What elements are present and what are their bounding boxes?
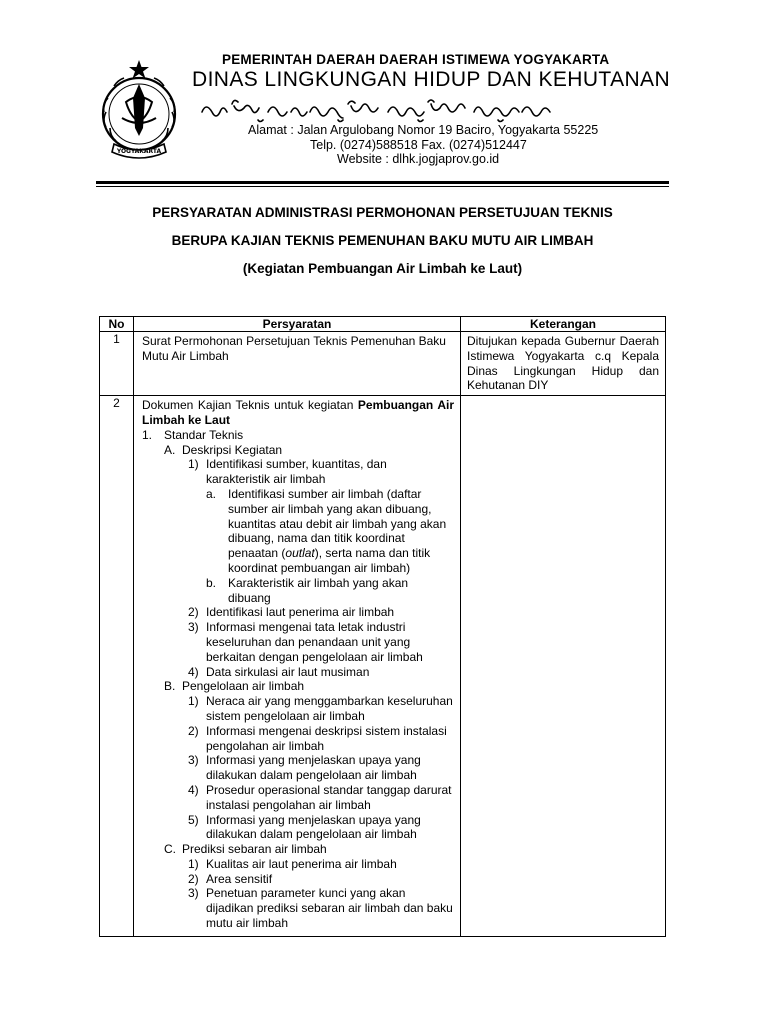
list-text: Informasi mengenai tata letak industri keseluruhan dan penandaan unit yang berkaitan dengan pengelolaan air limbah [206, 620, 423, 664]
list-item [142, 753, 454, 783]
header-requirement: Persyaratan [134, 317, 461, 332]
list-item [142, 665, 454, 680]
list-text: Deskripsi Kegiatan [182, 442, 283, 457]
javanese-script-icon [198, 94, 558, 124]
list-item [142, 886, 454, 930]
list-marker: 1) [188, 856, 199, 871]
list-marker: 1) [188, 694, 199, 709]
list-text: Identifikasi sumber air limbah (daftar sumber air limbah yang akan dibuang, kuantitas atau debit air limbah yang akan dibuang, nama dan titik koordinat penaatan ( [228, 486, 447, 561]
italic-term: outlat [285, 546, 315, 561]
requirement-intro [142, 398, 454, 428]
list-item [142, 576, 454, 606]
list-item [142, 443, 454, 458]
letterhead-rule-thick [96, 181, 669, 184]
list-item [142, 783, 454, 813]
list-item [142, 679, 454, 694]
list-marker: 3) [188, 753, 199, 768]
list-item [142, 857, 454, 872]
table-row [100, 332, 666, 396]
website-line: Website : dlhk.jogjaprov.go.id [337, 152, 500, 166]
list-text: Neraca air yang menggambarkan keseluruhan sistem pengelolaan air limbah [206, 694, 453, 723]
list-marker: 4) [188, 664, 199, 679]
list-text: Standar Teknis [164, 427, 244, 442]
list-item [142, 428, 454, 443]
list-text: Prosedur operasional standar tanggap darurat instalasi pengolahan air limbah [206, 782, 452, 812]
list-item [142, 842, 454, 857]
letterhead-rule-thin [96, 186, 669, 187]
list-text: Prediksi sebaran air limbah [182, 842, 327, 857]
list-text: Informasi yang menjelaskan upaya yang dilakukan dalam pengelolaan air limbah [206, 812, 421, 842]
note-cell: Ditujukan kepada Gubernur Daerah Istimewa Yogyakarta c.q Kepala Dinas Lingkungan Hidup dan Kehutanan DIY [461, 332, 666, 396]
title-line-3: (Kegiatan Pembuangan Air Limbah ke Laut) [242, 261, 523, 276]
dij-coat-of-arms-icon [98, 58, 180, 162]
list-item [142, 457, 454, 487]
department-name: DINAS LINGKUNGAN HIDUP DAN KEHUTANAN [192, 68, 671, 91]
list-marker: A. [164, 442, 176, 457]
document-titles [96, 202, 669, 286]
svg-text:YOGYAKARTA: YOGYAKARTA [116, 148, 162, 155]
title-line-1: PERSYARATAN ADMINISTRASI PERMOHONAN PERSETUJUAN TEKNIS [152, 205, 613, 220]
letterhead [0, 0, 768, 190]
list-marker: B. [164, 679, 176, 694]
list-item [142, 487, 454, 576]
header-no: No [100, 317, 134, 332]
list-item [142, 620, 454, 664]
list-text: Identifikasi sumber, kuantitas, dan karakteristik air limbah [206, 457, 387, 487]
table-header-row [100, 317, 666, 332]
list-marker: 2) [188, 871, 199, 886]
list-text: Karakteristik air limbah yang akan dibuang [228, 575, 409, 605]
list-text: Data sirkulasi air laut musiman [206, 664, 370, 679]
list-text: Informasi yang menjelaskan upaya yang dilakukan dalam pengelolaan air limbah [206, 753, 421, 783]
note-cell [461, 396, 666, 937]
list-marker: 2) [188, 723, 199, 738]
list-marker: 3) [188, 620, 199, 635]
row-number: 1 [100, 332, 134, 396]
requirement-cell: Surat Permohonan Persetujuan Teknis Pemenuhan Baku Mutu Air Limbah [134, 332, 461, 396]
phone-fax-line: Telp. (0274)588518 Fax. (0274)512447 [310, 138, 527, 152]
requirements-table [99, 316, 666, 937]
list-text: Area sensitif [206, 871, 273, 886]
list-marker: b. [206, 575, 217, 590]
list-text: Identifikasi laut penerima air limbah [206, 605, 395, 620]
list-marker: C. [164, 842, 176, 857]
requirement-cell [134, 396, 461, 937]
title-line-2: BERUPA KAJIAN TEKNIS PEMENUHAN BAKU MUTU AIR LIMBAH [171, 233, 594, 248]
intro-text: Dokumen Kajian Teknis untuk kegiatan [142, 398, 358, 413]
list-marker: 1. [142, 427, 153, 442]
list-text: Pengelolaan air limbah [182, 679, 305, 694]
list-text-end: ), serta nama dan titik koordinat pembuangan air limbah) [228, 546, 431, 575]
list-item [142, 872, 454, 887]
list-text: Penetuan parameter kunci yang akan dijadikan prediksi sebaran air limbah dan baku mutu air limbah [206, 886, 453, 931]
list-item [142, 605, 454, 620]
list-text: Informasi mengenai deskripsi sistem instalasi pengolahan air limbah [206, 723, 447, 753]
list-item [142, 694, 454, 724]
address-line: Alamat : Jalan Argulobang Nomor 19 Baciro, Yogyakarta 55225 [248, 123, 599, 137]
list-item [142, 813, 454, 843]
intro-bold-text: Pembuangan Air Limbah ke Laut [142, 398, 455, 427]
list-marker: 4) [188, 782, 199, 797]
list-marker: 2) [188, 605, 199, 620]
list-marker: a. [206, 486, 217, 501]
table-row [100, 396, 666, 937]
list-marker: 5) [188, 812, 199, 827]
list-item [142, 724, 454, 754]
list-text: Kualitas air laut penerima air limbah [206, 856, 397, 871]
header-note: Keterangan [461, 317, 666, 332]
row-number: 2 [100, 396, 134, 937]
government-name: PEMERINTAH DAERAH DAERAH ISTIMEWA YOGYAKARTA [222, 52, 610, 67]
list-marker: 3) [188, 886, 199, 901]
list-marker: 1) [188, 457, 199, 472]
